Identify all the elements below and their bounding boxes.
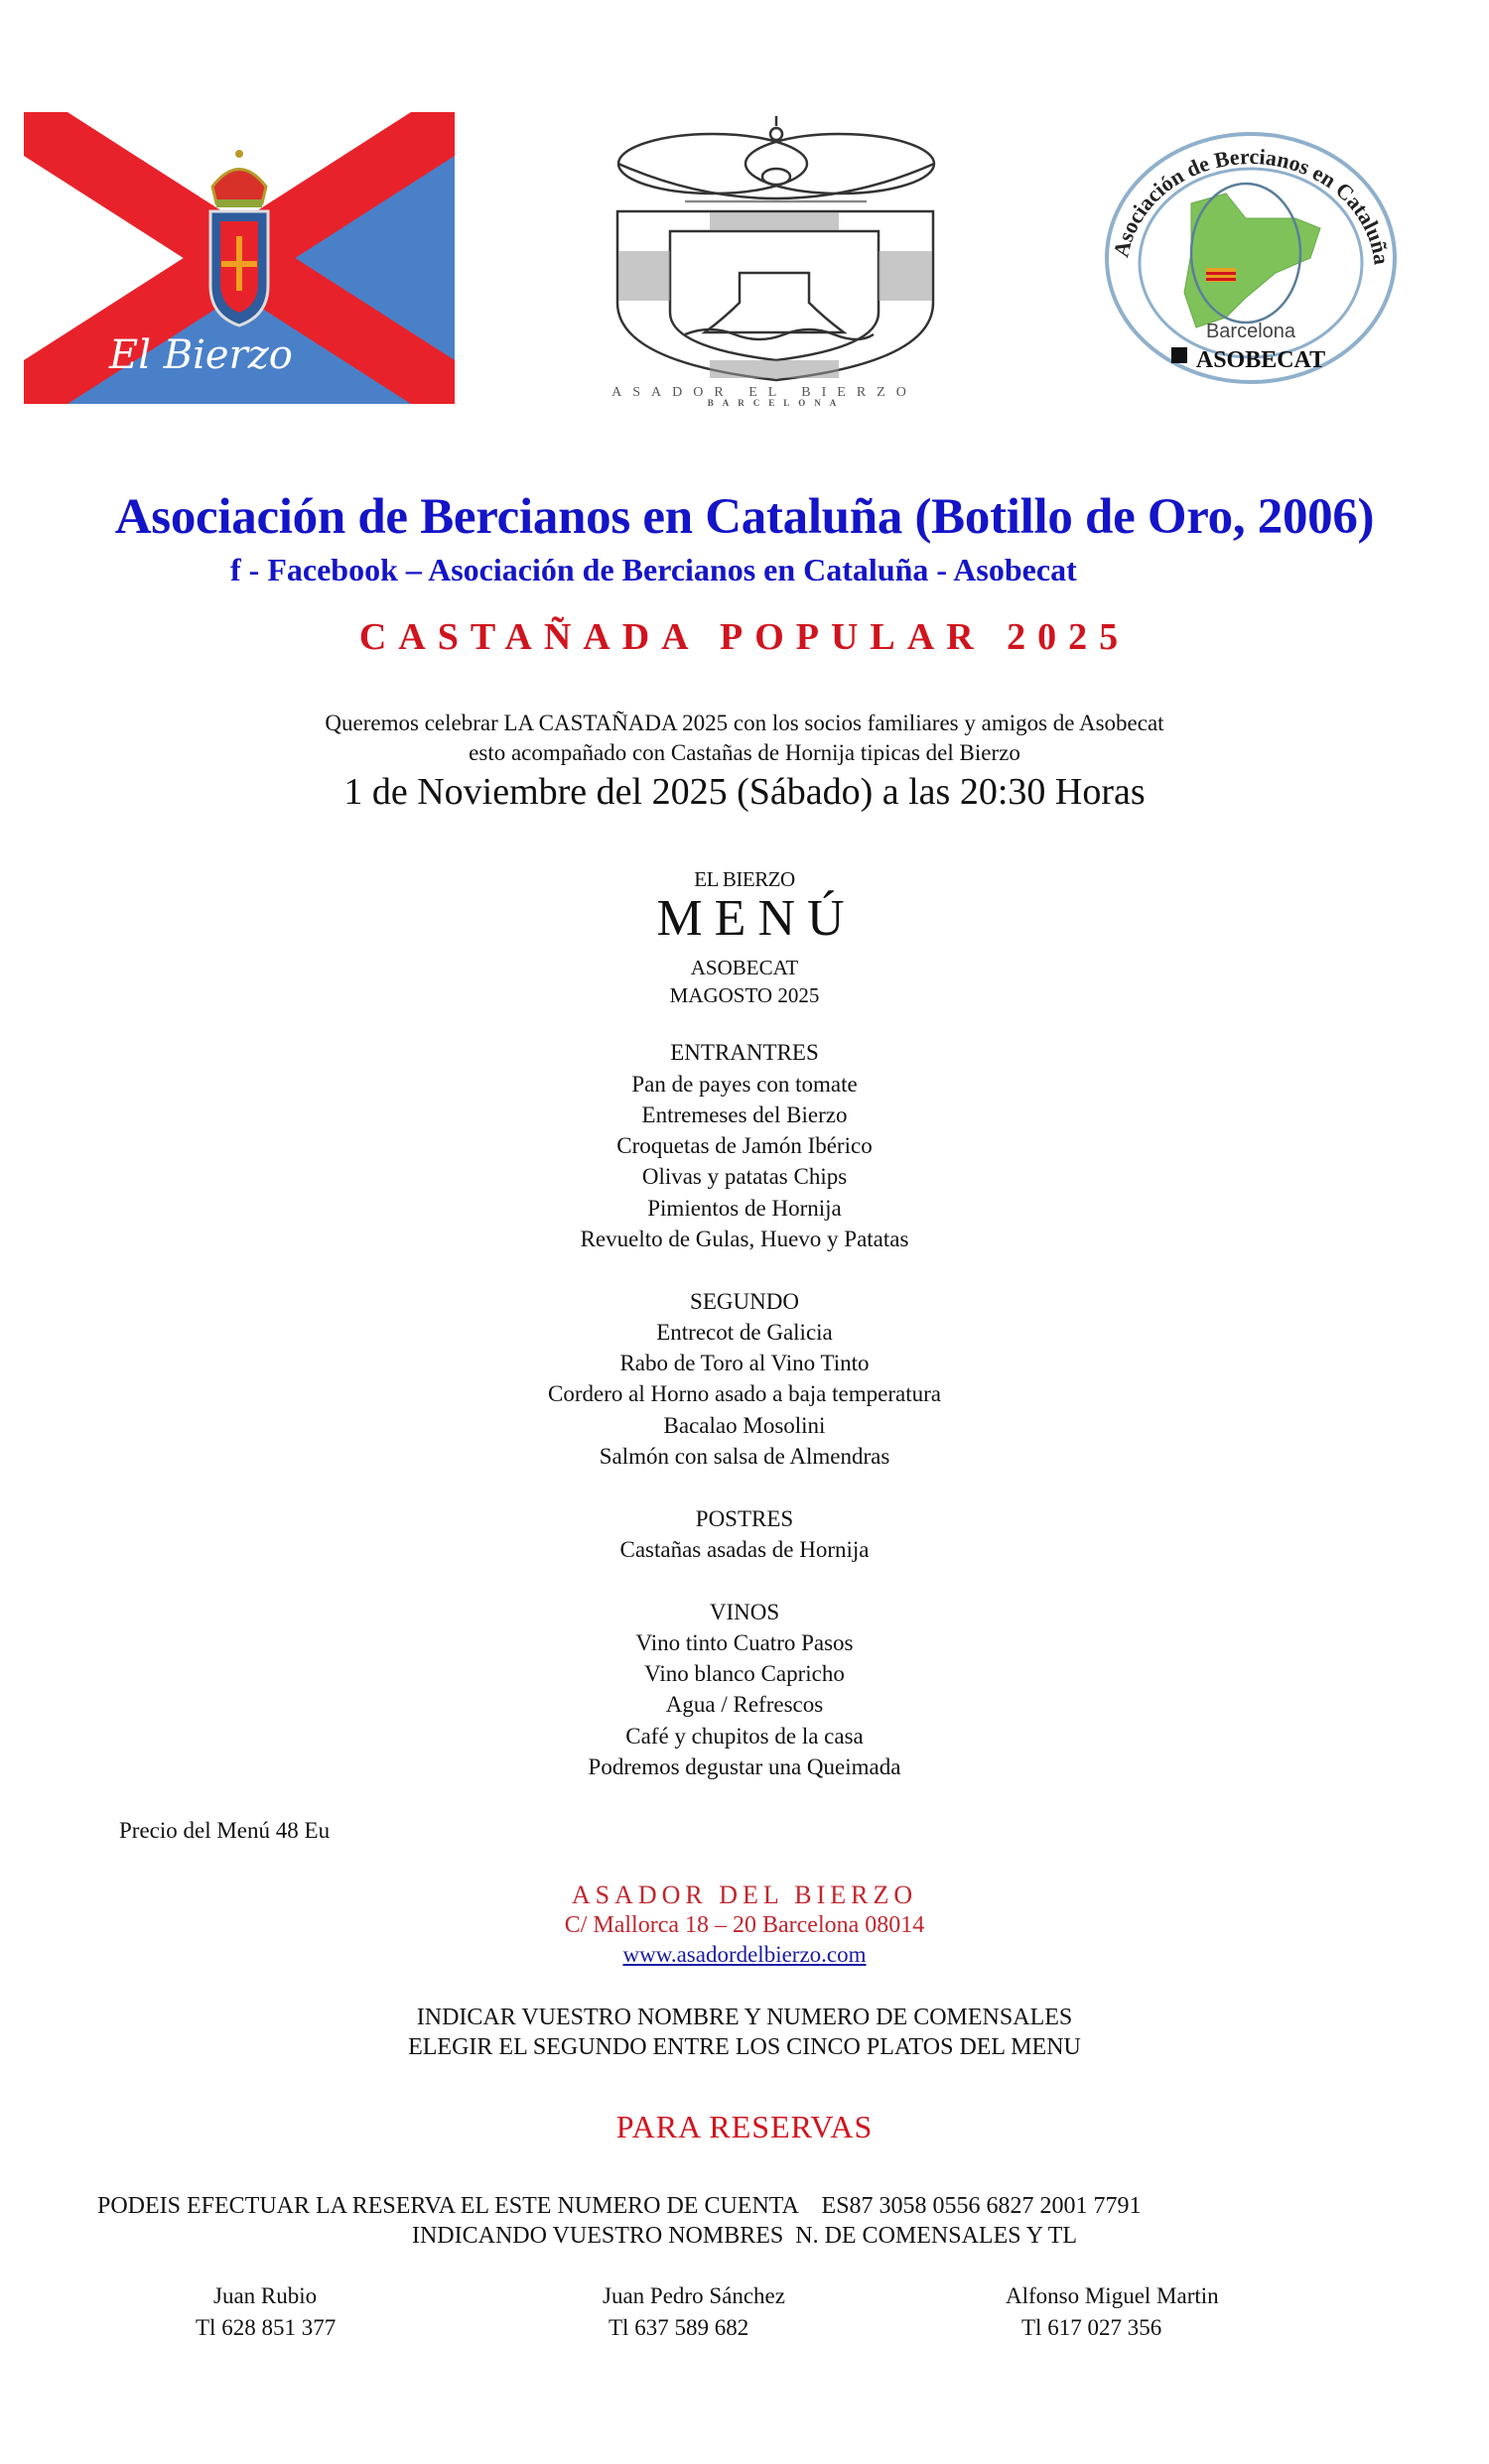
menu-item: Salmón con salsa de Almendras — [599, 1444, 890, 1469]
contact-card — [196, 2280, 337, 2344]
contact-name: Juan Pedro Sánchez — [603, 2283, 785, 2308]
menu-item: Agua / Refrescos — [665, 1692, 824, 1717]
svg-text:El Bierzo: El Bierzo — [109, 332, 293, 378]
section-heading: POSTRES — [695, 1506, 794, 1531]
bank-account-instructions: INDICANDO VUESTRO NOMBRES N. DE COMENSALES Y TL — [411, 2223, 1078, 2249]
instruction-line-2: ELEGIR EL SEGUNDO ENTRE LOS CINCO PLATOS DEL MENU — [408, 2034, 1081, 2060]
contact-name: Juan Rubio — [213, 2283, 318, 2308]
menu-pre-title: EL BIERZO — [694, 867, 795, 891]
contact-card — [1006, 2280, 1219, 2344]
restaurant-name: ASADOR DEL BIERZO — [571, 1880, 918, 1909]
restaurant-website-row — [0, 1942, 1489, 1968]
menu-item: Bacalao Mosolini — [663, 1413, 826, 1438]
menu-item: Entremeses del Bierzo — [641, 1102, 848, 1127]
svg-text:ASADOR EL BIERZO: ASADOR EL BIERZO — [611, 385, 917, 400]
event-date: 1 de Noviembre del 2025 (Sábado) a las 20:30 Horas — [343, 771, 1146, 813]
contact-phone[interactable]: Tl 617 027 356 — [1021, 2315, 1162, 2340]
intro-line-2: esto acompañado con Castañas de Hornija tipicas del Bierzo — [469, 740, 1020, 765]
menu-org: ASOBECAT — [690, 956, 799, 979]
instruction-line-1: INDICAR VUESTRO NOMBRE Y NUMERO DE COMENSALES — [416, 2005, 1073, 2030]
menu-item: Olivas y patatas Chips — [641, 1164, 848, 1189]
menu-item: Entrecot de Galicia — [656, 1320, 833, 1345]
intro-line-1: Queremos celebrar LA CASTAÑADA 2025 con los socios familiares y amigos de Asobecat — [325, 711, 1164, 735]
bank-account-line: PODEIS EFECTUAR LA RESERVA EL ESTE NUMERO DE CUENTA ES87 3058 0556 6827 2001 7791 — [97, 2193, 1142, 2219]
menu-item: Castañas asadas de Hornija — [619, 1537, 870, 1562]
contact-card — [603, 2280, 785, 2344]
contact-phone[interactable]: Tl 637 589 682 — [609, 2315, 749, 2340]
svg-text:Barcelona: Barcelona — [1205, 321, 1296, 342]
menu-price: Precio del Menú 48 Eu — [119, 1818, 331, 1843]
section-heading: SEGUNDO — [690, 1289, 799, 1314]
svg-text:BARCELONA: BARCELONA — [707, 398, 846, 407]
svg-text:Asociación de Bercianos en Cat: Asociación de Bercianos en Cataluña — [1108, 143, 1395, 267]
el-bierzo-flag-logo — [24, 112, 455, 404]
seal-icon — [1097, 124, 1405, 392]
menu-item: Revuelto de Gulas, Huevo y Patatas — [580, 1227, 909, 1251]
menu-item: Vino tinto Cuatro Pasos — [635, 1630, 854, 1655]
flag-icon — [24, 112, 455, 404]
reservations-heading: PARA RESERVAS — [615, 2109, 874, 2144]
coat-of-arms-icon — [536, 114, 993, 407]
menu-item: Pan de payes con tomate — [631, 1072, 858, 1097]
section-heading: ENTRANTRES — [670, 1040, 819, 1065]
association-title: Asociación de Bercianos en Cataluña (Botillo de Oro, 2006) — [114, 489, 1375, 545]
event-title: CASTAÑADA POPULAR 2025 — [358, 616, 1131, 658]
svg-text:ASOBECAT: ASOBECAT — [1195, 347, 1326, 373]
contact-phone[interactable]: Tl 628 851 377 — [196, 2315, 337, 2340]
asador-el-bierzo-shield-logo — [536, 114, 993, 407]
asobecat-seal-logo — [1097, 124, 1405, 392]
menu-item: Cordero al Horno asado a baja temperatura — [548, 1381, 941, 1406]
contact-name: Alfonso Miguel Martin — [1006, 2283, 1219, 2308]
menu-item: Vino blanco Capricho — [644, 1661, 845, 1686]
menu-item: Podremos degustar una Queimada — [588, 1754, 901, 1779]
menu-item: Rabo de Toro al Vino Tinto — [619, 1351, 870, 1375]
menu-item: Pimientos de Hornija — [647, 1196, 842, 1221]
restaurant-address: C/ Mallorca 18 – 20 Barcelona 08014 — [564, 1912, 925, 1938]
menu-item: Café y chupitos de la casa — [625, 1724, 864, 1749]
facebook-link[interactable]: f - Facebook – Asociación de Bercianos en Cataluña - Asobecat — [230, 552, 1077, 587]
menu-title: MENÚ — [656, 890, 857, 947]
menu-edition: MAGOSTO 2025 — [669, 983, 820, 1007]
menu-item: Croquetas de Jamón Ibérico — [616, 1133, 873, 1158]
restaurant-website-link[interactable]: www.asadordelbierzo.com — [622, 1942, 867, 1967]
section-heading: VINOS — [709, 1600, 780, 1624]
